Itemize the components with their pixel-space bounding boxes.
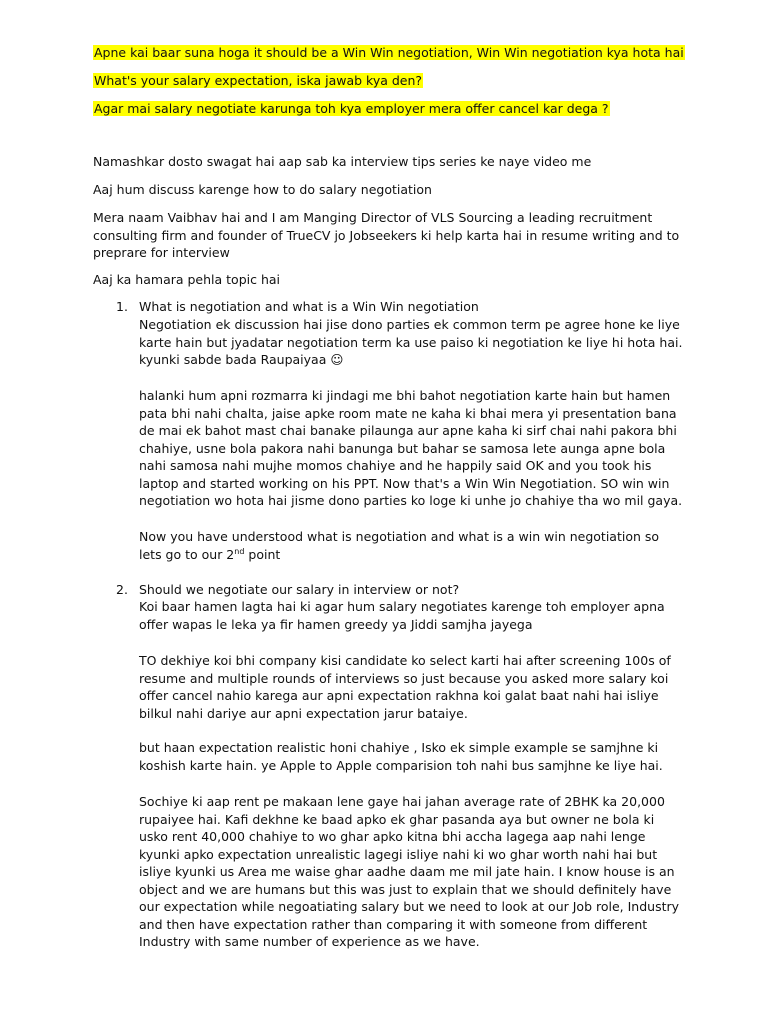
highlighted-question: Agar mai salary negotiate karunga toh kya employer mera offer cancel kar dega ? xyxy=(94,101,609,116)
highlighted-question: What's your salary expectation, iska jawab kya den? xyxy=(94,73,423,88)
superscript: nd xyxy=(234,546,245,556)
intro-paragraph-3: Mera naam Vaibhav hai and I am Manging Director of VLS Sourcing a leading recruitment consulting firm and founder of TrueCV jo Jobseekers ki help karta hai in resume writing and to preprare for interview xyxy=(93,210,680,260)
highlight-line-1 xyxy=(93,44,685,61)
list-item-paragraph: Sochiye ki aap rent pe makaan lene gaye hai jahan average rate of 2BHK ka 20,000 rupaiyee hai. Kafi dekhne ke baad apko ek ghar pasanda aya but owner ne bola ki usko rent 40,000 chahiye to wo ghar apko kitna bhi accha lagega aap nahi lenge kyunki apko expectation unrealistic lagegi isliye nahi ki wo ghar worth nahi hai but isliye kyunki us Area me waise ghar aadhe daam me mil jate hain. I know house is an object and we are humans but this was just to explain that we should definitely have our expectation while negoatiating salary but we need to look at our Job role, Industry and then have expectation rather than comparing it with someone from different Industry with same number of experience as we have. xyxy=(139,794,680,949)
intro-paragraph-2: Aaj hum discuss karenge how to do salary negotiation xyxy=(93,182,432,197)
highlighted-question: Apne kai baar suna hoga it should be a Win Win negotiation, Win Win negotiation kya hota hai xyxy=(94,45,684,60)
list-item-title: Should we negotiate our salary in interview or not? xyxy=(139,582,460,597)
list-item-paragraph: Koi baar hamen lagta hai ki agar hum salary negotiates karenge toh employer apna offer wapas le leka ya fir hamen greedy ya Jiddi samjha jayega xyxy=(139,599,665,632)
list-item-paragraph: Negotiation ek discussion hai jise dono parties ek common term pe agree hone ke liye karte hain but jyadatar negotiation term ka use paiso ki negotiation ke liye hi hota hai. kyunki sabde bada Raupaiyaa ☺ xyxy=(139,317,683,367)
intro-paragraph-1: Namashkar dosto swagat hai aap sab ka interview tips series ke naye video me xyxy=(93,154,592,169)
list-item-paragraph: TO dekhiye koi bhi company kisi candidate ko select karti hai after screening 100s of resume and multiple rounds of interviews so just because you asked more salary koi offer cancel nahio karega aur apni expectation rakhna koi galat baat nahi hai isliye bilkul nahi dariye aur apni expectation jarur bataiye. xyxy=(139,653,671,721)
list-number: 1. xyxy=(116,299,128,314)
intro-paragraph-4: Aaj ka hamara pehla topic hai xyxy=(93,272,281,287)
list-item-paragraph: halanki hum apni rozmarra ki jindagi me bhi bahot negotiation karte hain but hamen pata bhi nahi chalta, jaise apke room mate ne kaha ki bhai mera yi presentation bana de mai ek bahot mast chai banake pilaunga aur apne kaha ki sirf chai nahi pakora bhi chahiye, usne bola pakora nahi banunga but bahar se samosa lete aunga apne bola nahi samosa nahi mujhe momos chahiye and he happily said OK and you took his laptop and started working on his PPT. Now that's a Win Win Negotiation. SO win win negotiation wo hota hai jisme dono parties ko loge ki unhe jo chahiye tha wo mil gaya. xyxy=(139,388,683,508)
list-item-title: What is negotiation and what is a Win Win negotiation xyxy=(139,299,479,314)
list-item-paragraph: but haan expectation realistic honi chahiye , Isko ek simple example se samjhne ki koshish karte hain. ye Apple to Apple comparision toh nahi bus samjhne ke liye hai. xyxy=(139,740,663,773)
highlight-line-3 xyxy=(93,100,610,117)
list-item-paragraph: Now you have understood what is negotiation and what is a win win negotiation so lets go to our 2nd point xyxy=(139,529,660,562)
list-number: 2. xyxy=(116,582,128,597)
highlight-line-2 xyxy=(93,72,423,89)
